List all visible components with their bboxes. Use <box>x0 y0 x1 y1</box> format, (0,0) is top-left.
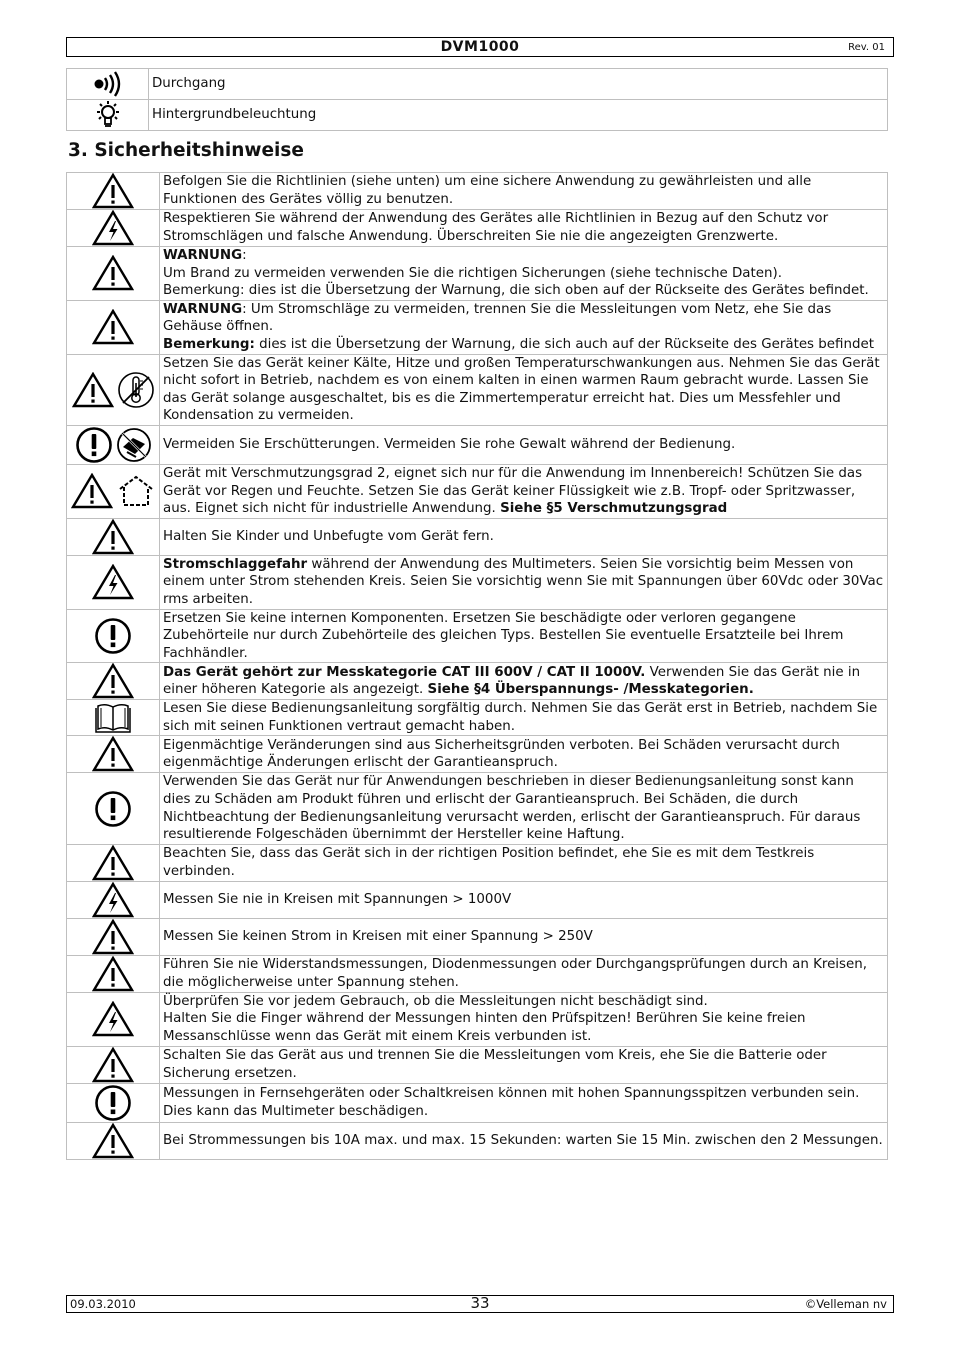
caution-circle-icon <box>94 617 132 655</box>
body-text: Setzen Sie das Gerät keiner Kälte, Hitze und großen Temperaturschwankungen aus. Nehmen Sie das Gerät nicht sofort in Betrieb, nachdem es von einem kalten in einen warmen Raum gebracht wurde. Lassen Sie das Gerät solange ausgeschaltet, bis es die Zimmertemperatur erreicht hat. Dies um Messfehler und Kondensation zu vermeiden. <box>163 355 880 424</box>
caution-circle-icon <box>75 426 113 464</box>
safety-instructions-table <box>66 172 888 1160</box>
safety-row <box>67 555 888 609</box>
safety-text <box>160 663 888 700</box>
body-text: Führen Sie nie Widerstandsmessungen, Diodenmessungen oder Durchgangsprüfungen durch an Kreisen, die möglicherweise unter Spannung stehen. <box>163 957 867 990</box>
warning-icon <box>92 663 134 699</box>
warning-icon <box>92 309 134 345</box>
safety-text <box>160 609 888 663</box>
safety-icon-cell <box>67 210 160 247</box>
indoor-house-icon <box>116 473 156 509</box>
safety-icon-cell <box>67 700 160 736</box>
warning-icon <box>92 255 134 291</box>
safety-row <box>67 1046 888 1083</box>
safety-text <box>160 992 888 1046</box>
safety-row <box>67 354 888 425</box>
footer-copyright: ©Velleman nv <box>804 1297 887 1311</box>
safety-icon-cell <box>67 247 160 301</box>
safety-icon-cell <box>67 1122 160 1159</box>
symbol-legend-table <box>66 68 888 131</box>
body-text: Halten Sie Kinder und Unbefugte vom Gerät fern. <box>163 528 494 544</box>
safety-text <box>160 464 888 518</box>
safety-row <box>67 663 888 700</box>
safety-icon-cell <box>67 881 160 918</box>
safety-row <box>67 210 888 247</box>
continuity-icon <box>67 69 148 99</box>
warning-icon <box>92 173 134 209</box>
footer-date: 09.03.2010 <box>70 1297 136 1311</box>
safety-text <box>160 918 888 955</box>
safety-icon-cell <box>67 918 160 955</box>
safety-text <box>160 518 888 555</box>
safety-row <box>67 955 888 992</box>
legend-row <box>67 69 888 100</box>
body-text: Halten Sie die Finger während der Messungen hinten den Prüfspitzen! Berühren Sie keine freien Messanschlüsse wenn das Gerät mit einem Kreis verbunden ist. <box>163 1011 806 1045</box>
body-text: dies ist die Übersetzung der Warnung, die sich auch auf der Rückseite des Gerätes befindet <box>254 336 874 352</box>
body-text: Um Brand zu vermeiden verwenden Sie die richtigen Sicherungen (siehe technische Daten). <box>163 265 782 281</box>
warning-icon <box>72 372 114 408</box>
body-text: Verwenden Sie das Gerät nie in einer höheren Kategorie als angezeigt. <box>163 664 861 698</box>
safety-text <box>160 881 888 918</box>
safety-icon-cell <box>67 173 160 210</box>
body-text: Eigenmächtige Veränderungen sind aus Sicherheitsgründen verboten. Bei Schäden verursacht durch eigenmächtige Änderungen erlischt der Garantieanspruch. <box>163 737 840 771</box>
emphasis-text: Stromschlaggefahr <box>163 556 308 572</box>
safety-text <box>160 1083 888 1122</box>
safety-icon-cell <box>67 844 160 881</box>
emphasis-text: WARNUNG <box>163 301 243 317</box>
safety-icon-cell <box>67 425 160 464</box>
shock-icon <box>92 210 134 246</box>
body-text: Messen Sie keinen Strom in Kreisen mit einer Spannung > 250V <box>163 929 593 945</box>
body-text: Messungen in Fernsehgeräten oder Schaltkreisen können mit hohen Spannungsspitzen verbunden sein. Dies kann das Multimeter beschädigen. <box>163 1086 860 1119</box>
warning-icon <box>92 845 134 881</box>
warning-icon <box>92 1047 134 1083</box>
safety-text <box>160 700 888 736</box>
safety-icon-cell <box>67 300 160 354</box>
body-text: Schalten Sie das Gerät aus und trennen Sie die Messleitungen vom Kreis, ehe Sie die Batterie oder Sicherung ersetzen. <box>163 1048 827 1081</box>
safety-row <box>67 736 888 773</box>
safety-row <box>67 247 888 301</box>
warning-icon <box>92 736 134 772</box>
body-text: Befolgen Sie die Richtlinien (siehe unten) um eine sichere Anwendung zu gewährleisten und alle Funktionen des Gerätes völlig zu benutzen. <box>163 174 812 207</box>
emphasis-text: Bemerkung: <box>163 336 255 352</box>
safety-text <box>160 354 888 425</box>
safety-row <box>67 518 888 555</box>
no-shock-icon <box>116 427 152 463</box>
safety-row <box>67 844 888 881</box>
emphasis-text: Siehe §4 Überspannungs- /Messkategorien. <box>427 682 754 698</box>
emphasis-text: Siehe §5 Verschmutzungsgrad <box>500 501 728 517</box>
safety-text <box>160 210 888 247</box>
revision: Rev. 01 <box>848 42 885 53</box>
emphasis-text: Das Gerät gehört zur Messkategorie CAT III 600V / CAT II 1000V. <box>163 664 646 680</box>
warning-icon <box>92 956 134 992</box>
emphasis-text: WARNUNG <box>163 248 243 263</box>
legend-row <box>67 100 888 131</box>
safety-text <box>160 773 888 844</box>
safety-row <box>67 918 888 955</box>
safety-row <box>67 300 888 354</box>
body-text: Ersetzen Sie keine internen Komponenten. Ersetzen Sie beschädigte oder verloren gegangene Zubehörteile nur durch Zubehörteile des gleichen Typs. Bestellen Sie eventuelle Ersatzteile bei Ihrem Fachhändler. <box>163 610 844 661</box>
body-text: Beachten Sie, dass das Gerät sich in der richtigen Position befindet, ehe Sie es mit dem Testkreis verbinden. <box>163 846 815 879</box>
safety-icon-cell <box>67 773 160 844</box>
safety-icon-cell <box>67 609 160 663</box>
body-text: Bemerkung: dies ist die Übersetzung der Warnung, die sich oben auf der Rückseite des Gerätes befindet. <box>163 283 869 299</box>
safety-text <box>160 1122 888 1159</box>
body-text: Respektieren Sie während der Anwendung des Gerätes alle Richtlinien in Bezug auf den Schutz vor Stromschlägen und falsche Anwendung. Überschreiten Sie nie die angezeigten Grenzwerte. <box>163 211 829 244</box>
safety-text <box>160 736 888 773</box>
safety-text <box>160 300 888 354</box>
body-text: Überprüfen Sie vor jedem Gebrauch, ob die Messleitungen nicht beschädigt sind. <box>163 993 708 1009</box>
safety-icon-cell <box>67 1083 160 1122</box>
safety-text <box>160 844 888 881</box>
body-text: : Um Stromschläge zu vermeiden, trennen Sie die Messleitungen vom Netz, ehe Sie das Gehäuse öffnen. <box>163 301 832 335</box>
safety-row <box>67 700 888 736</box>
warning-icon <box>92 1123 134 1159</box>
safety-row <box>67 773 888 844</box>
caution-circle-icon <box>94 1084 132 1122</box>
safety-row <box>67 881 888 918</box>
safety-row <box>67 1122 888 1159</box>
safety-row <box>67 173 888 210</box>
body-text: während der Anwendung des Multimeters. Seien Sie vorsichtig beim Messen von einem unter Strom stehenden Kreis. Seien Sie vorsichtig wenn Sie mit Spannungen über 60Vdc oder 30Vac rms arbeiten. <box>163 556 884 607</box>
backlight-icon <box>67 100 148 130</box>
safety-text <box>160 955 888 992</box>
safety-icon-cell <box>67 955 160 992</box>
legend-symbol-cell <box>67 100 149 131</box>
thermometer-icon <box>117 371 155 409</box>
warning-icon <box>92 519 134 555</box>
safety-row <box>67 425 888 464</box>
body-text: : <box>242 248 247 263</box>
legend-label: Durchgang <box>149 69 888 100</box>
page-header <box>66 37 894 57</box>
safety-text <box>160 425 888 464</box>
warning-icon <box>71 473 113 509</box>
safety-text <box>160 555 888 609</box>
shock-icon <box>92 882 134 918</box>
manual-book-icon <box>94 702 132 734</box>
safety-icon-cell <box>67 464 160 518</box>
safety-icon-cell <box>67 736 160 773</box>
caution-circle-icon <box>94 790 132 828</box>
safety-icon-cell <box>67 663 160 700</box>
safety-text <box>160 173 888 210</box>
body-text: Verwenden Sie das Gerät nur für Anwendungen beschrieben in dieser Bedienungsanleitung sonst kann dies zu Schäden am Produkt führen und erlischt der Garantieanspruch. Bei Schäden, die durch Nichtbeachtung der Bedienungsanleitung verursacht werden, erlischt der Garantieanspruch. Für daraus resultierende Folgeschäden übernimmt der Hersteller keine Haftung. <box>163 774 861 843</box>
section-title: 3. Sicherheitshinweise <box>68 140 304 161</box>
safety-icon-cell <box>67 555 160 609</box>
safety-row <box>67 992 888 1046</box>
safety-icon-cell <box>67 518 160 555</box>
safety-icon-cell <box>67 992 160 1046</box>
body-text: Gerät mit Verschmutzungsgrad 2, eignet sich nur für die Anwendung im Innenbereich! Schützen Sie das Gerät vor Regen und Feuchte. Setzen Sie das Gerät keiner Flüssigkeit wie z.B. Tropf- oder Spritzwasser, aus. Eignet sich nicht für industrielle Anwendung. <box>163 465 863 517</box>
safety-row <box>67 1083 888 1122</box>
legend-symbol-cell <box>67 69 149 100</box>
safety-icon-cell <box>67 354 160 425</box>
body-text: Vermeiden Sie Erschütterungen. Vermeiden Sie rohe Gewalt während der Bedienung. <box>163 437 736 453</box>
page-number: 33 <box>470 1294 490 1312</box>
body-text: Bei Strommessungen bis 10A max. und max. 15 Sekunden: warten Sie 15 Min. zwischen den 2 Messungen. <box>163 1132 883 1148</box>
safety-icon-cell <box>67 1046 160 1083</box>
shock-icon <box>92 1001 134 1037</box>
safety-row <box>67 609 888 663</box>
legend-label: Hintergrundbeleuchtung <box>149 100 888 131</box>
body-text: Messen Sie nie in Kreisen mit Spannungen > 1000V <box>163 892 512 908</box>
page-footer <box>66 1295 894 1313</box>
safety-text <box>160 1046 888 1083</box>
body-text: Lesen Sie diese Bedienungsanleitung sorgfältig durch. Nehmen Sie das Gerät erst in Betrieb, nachdem Sie sich mit seinen Funktionen vertraut gemacht haben. <box>163 701 878 734</box>
warning-icon <box>92 919 134 955</box>
safety-row <box>67 464 888 518</box>
safety-text <box>160 247 888 301</box>
document-title: DVM1000 <box>440 39 520 55</box>
shock-icon <box>92 564 134 600</box>
